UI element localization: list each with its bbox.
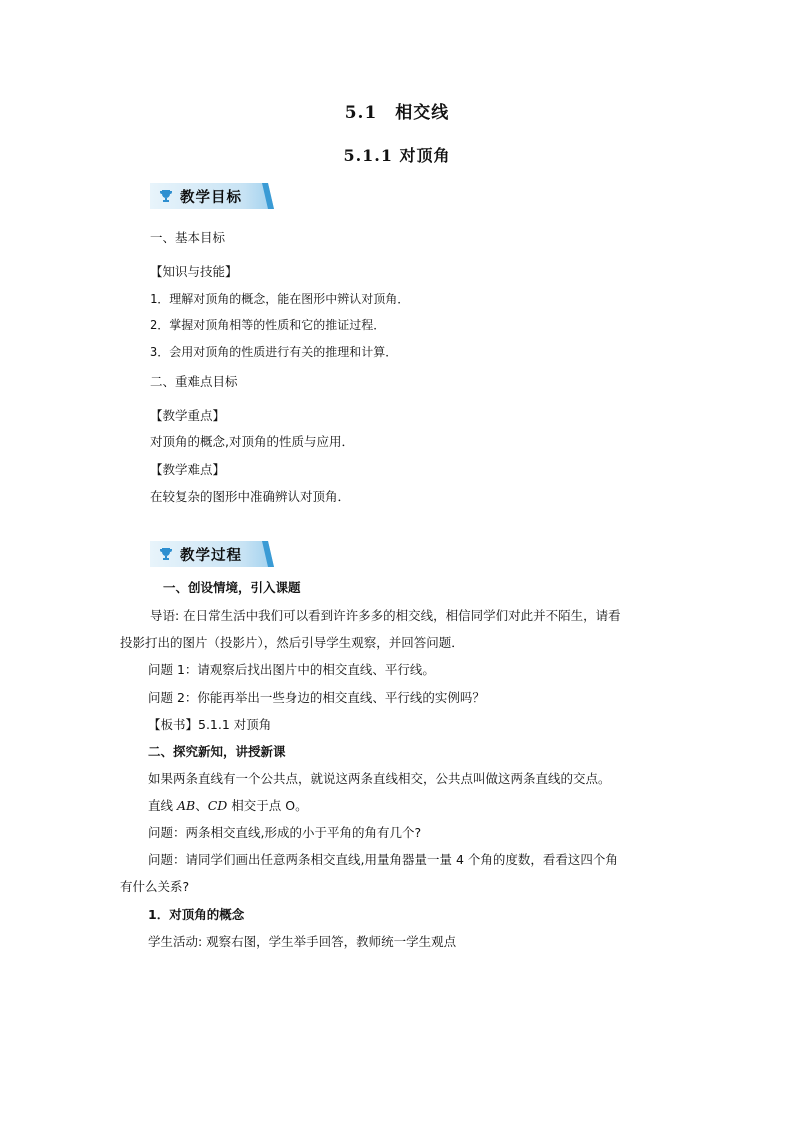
- list-item: 3．会用对顶角的性质进行有关的推理和计算．: [150, 345, 398, 359]
- trophy-icon: [159, 189, 173, 203]
- part1-title: 一、创设情境，引入课题: [163, 580, 301, 595]
- list-item: 1．理解对顶角的概念，能在图形中辨认对顶角．: [150, 292, 410, 306]
- section-header-teaching-goals: [150, 183, 274, 209]
- focus-label: 【教学重点】: [150, 408, 226, 423]
- board-note: 【板书】5.1.1 对顶角: [148, 717, 272, 732]
- list-item: 2．掌握对顶角相等的性质和它的推证过程．: [150, 318, 386, 332]
- lines-suffix: 相交于点 O。: [227, 798, 308, 813]
- part2-title: 二、探究新知，讲授新课: [148, 744, 286, 759]
- lines-separator: 、: [195, 798, 208, 813]
- question-2: 问题 2：你能再举出一些身边的相交直线、平行线的实例吗？: [148, 690, 485, 705]
- trophy-icon: [159, 547, 173, 561]
- basic-goals-heading: 一、基本目标: [150, 230, 226, 245]
- question-1: 问题 1：请观察后找出图片中的相交直线、平行线。: [148, 662, 435, 677]
- difficulty-label: 【教学难点】: [150, 462, 226, 477]
- intro-line-2: 投影打出的图片（投影片），然后引导学生观察，并回答问题．: [120, 635, 464, 650]
- knowledge-skills-label: 【知识与技能】: [150, 264, 238, 279]
- lines-intersect-statement: [148, 796, 308, 814]
- difficulty-text: 在较复杂的图形中准确辨认对顶角．: [150, 489, 351, 504]
- question-3: 问题：两条相交直线,形成的小于平角的角有几个?: [148, 825, 422, 840]
- page-subtitle: 5.1.1 对顶角: [343, 146, 451, 165]
- student-activity: 学生活动: 观察右图，学生举手回答，教师统一学生观点: [148, 934, 457, 949]
- question-4-line-2: 有什么关系?: [120, 879, 190, 894]
- intro-line-1: 导语: 在日常生活中我们可以看到许许多多的相交线，相信同学们对此并不陌生，请看: [150, 608, 621, 623]
- section-header-label: 教学目标: [180, 190, 242, 206]
- page-title: 5.1 相交线: [344, 103, 450, 123]
- section-header-label: 教学过程: [180, 548, 242, 564]
- line-cd: CD: [207, 798, 228, 813]
- subsection-1-title: 1．对顶角的概念: [148, 907, 245, 922]
- question-4-line-1: 问题：请同学们画出任意两条相交直线,用量角器量一量 4 个角的度数，看看这四个角: [148, 852, 618, 867]
- lines-prefix: 直线: [148, 798, 177, 813]
- section-header-teaching-process: [150, 541, 274, 567]
- key-goals-heading: 二、重难点目标: [150, 374, 238, 389]
- line-ab: AB: [176, 798, 196, 813]
- focus-text: 对顶角的概念,对顶角的性质与应用．: [150, 434, 354, 449]
- definition-line: 如果两条直线有一个公共点，就说这两条直线相交，公共点叫做这两条直线的交点。: [148, 771, 611, 786]
